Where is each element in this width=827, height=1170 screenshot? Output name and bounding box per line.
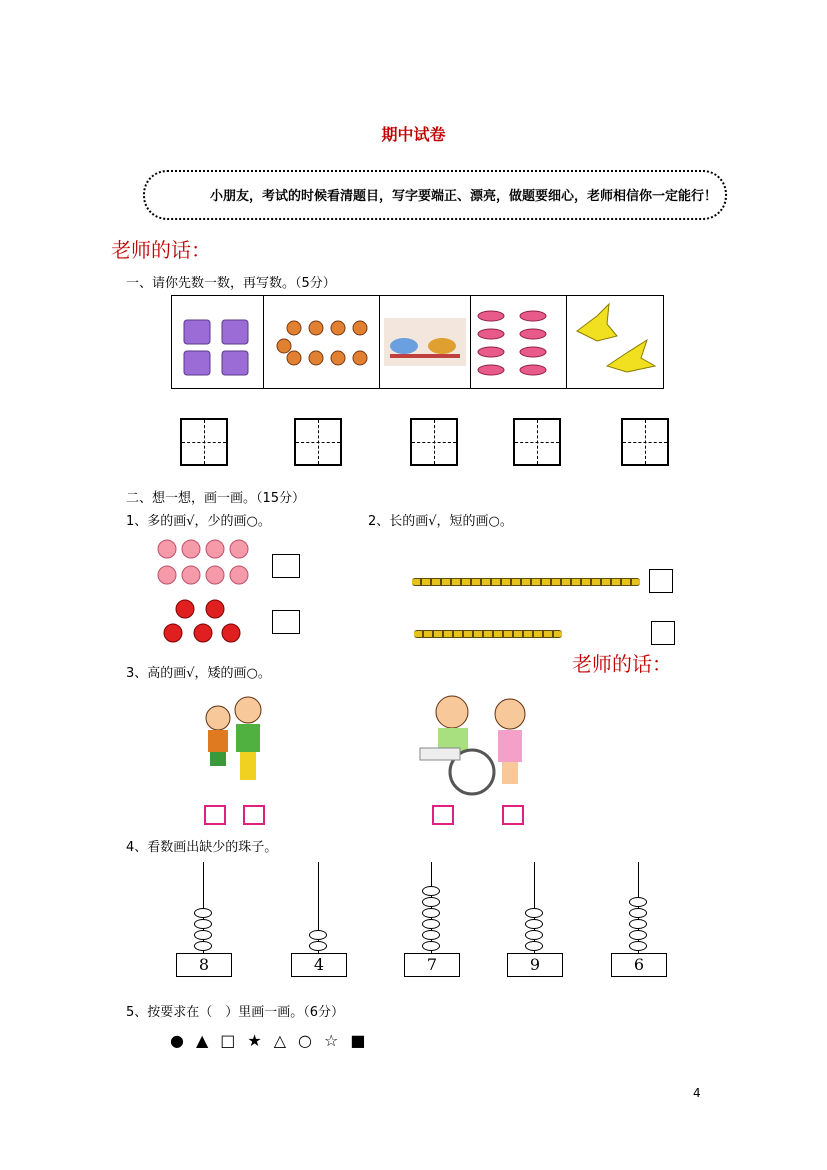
abacus-number-5: 6	[611, 953, 667, 977]
abacus-bead	[194, 919, 212, 929]
abacus-bead	[422, 919, 440, 929]
q2-label: 二、想一想，画一画。（15分）	[126, 491, 306, 506]
teacher-label-1: 老师的话：	[111, 238, 211, 262]
abacus-bead	[194, 908, 212, 918]
apple-answer-box[interactable]	[272, 610, 300, 634]
short-boy-answer-box[interactable]	[204, 805, 226, 825]
abacus-bead	[422, 941, 440, 951]
page-number: 4	[693, 1086, 701, 1100]
cups-cell	[172, 296, 264, 388]
answer-grid-5[interactable]	[621, 418, 669, 466]
abacus-bead	[525, 908, 543, 918]
birds-picture	[567, 296, 665, 388]
q2-sub4: 4、看数画出缺少的珠子。	[126, 840, 278, 855]
peach-answer-box[interactable]	[272, 554, 300, 578]
q2-sub3: 3、高的画√，矮的画○。	[126, 666, 271, 681]
answer-grid-1[interactable]	[180, 418, 228, 466]
girl-answer-box[interactable]	[502, 805, 524, 825]
q2-sub5: 5、按要求在（ ）里画一画。（6分）	[126, 1005, 345, 1020]
abacus-bead	[422, 897, 440, 907]
short-rope-answer-box[interactable]	[651, 621, 675, 645]
shape-symbols: ●▲□★△○☆■	[170, 1031, 378, 1050]
snails-picture	[264, 296, 379, 388]
toy-horses-picture	[380, 296, 470, 388]
wheelchair-boy-answer-box[interactable]	[432, 805, 454, 825]
banner-text: 小朋友，考试的时候看清题目，写字要端正、漂亮，做题要细心，老师相信你一定能行！	[210, 189, 718, 204]
abacus-bead	[309, 941, 327, 951]
q1-label: 一、请你先数一数，再写数。（5分）	[126, 276, 336, 291]
abacus-bead	[422, 930, 440, 940]
abacus-bead	[309, 930, 327, 940]
long-rope-answer-box[interactable]	[649, 569, 673, 593]
abacus-bead	[525, 941, 543, 951]
abacus-bead	[629, 897, 647, 907]
abacus-bead	[629, 908, 647, 918]
teacher-label-2: 老师的话：	[572, 652, 672, 676]
abacus-bead	[629, 919, 647, 929]
counting-picture-row	[171, 295, 664, 389]
cups-picture	[172, 296, 263, 388]
two-boys-picture	[196, 696, 276, 788]
abacus-bead	[629, 941, 647, 951]
answer-grid-4[interactable]	[513, 418, 561, 466]
snails-cell	[264, 296, 380, 388]
wheelchair-children-picture	[410, 688, 545, 800]
page-title: 期中试卷	[381, 125, 446, 144]
q2-sub1: 1、多的画√，少的画○。	[126, 514, 271, 529]
q2-sub2: 2、长的画√，短的画○。	[368, 514, 513, 529]
abacus-bead	[194, 941, 212, 951]
abacus-number-2: 4	[291, 953, 347, 977]
abacus-number-1: 8	[176, 953, 232, 977]
abacus-bead	[525, 930, 543, 940]
toys-cell	[380, 296, 471, 388]
abacus-bead	[629, 930, 647, 940]
abacus-bead	[422, 886, 440, 896]
answer-grid-3[interactable]	[410, 418, 458, 466]
short-rope	[414, 630, 562, 638]
peaches-apples-picture	[155, 535, 255, 645]
abacus-number-4: 9	[507, 953, 563, 977]
birds-cell	[567, 296, 665, 388]
long-rope	[412, 578, 640, 586]
answer-grid-2[interactable]	[294, 418, 342, 466]
abacus-bead	[525, 919, 543, 929]
abacus-number-3: 7	[404, 953, 460, 977]
fish-picture	[471, 296, 566, 388]
fish-cell	[471, 296, 567, 388]
tall-boy-answer-box[interactable]	[243, 805, 265, 825]
abacus-bead	[194, 930, 212, 940]
abacus-bead	[422, 908, 440, 918]
